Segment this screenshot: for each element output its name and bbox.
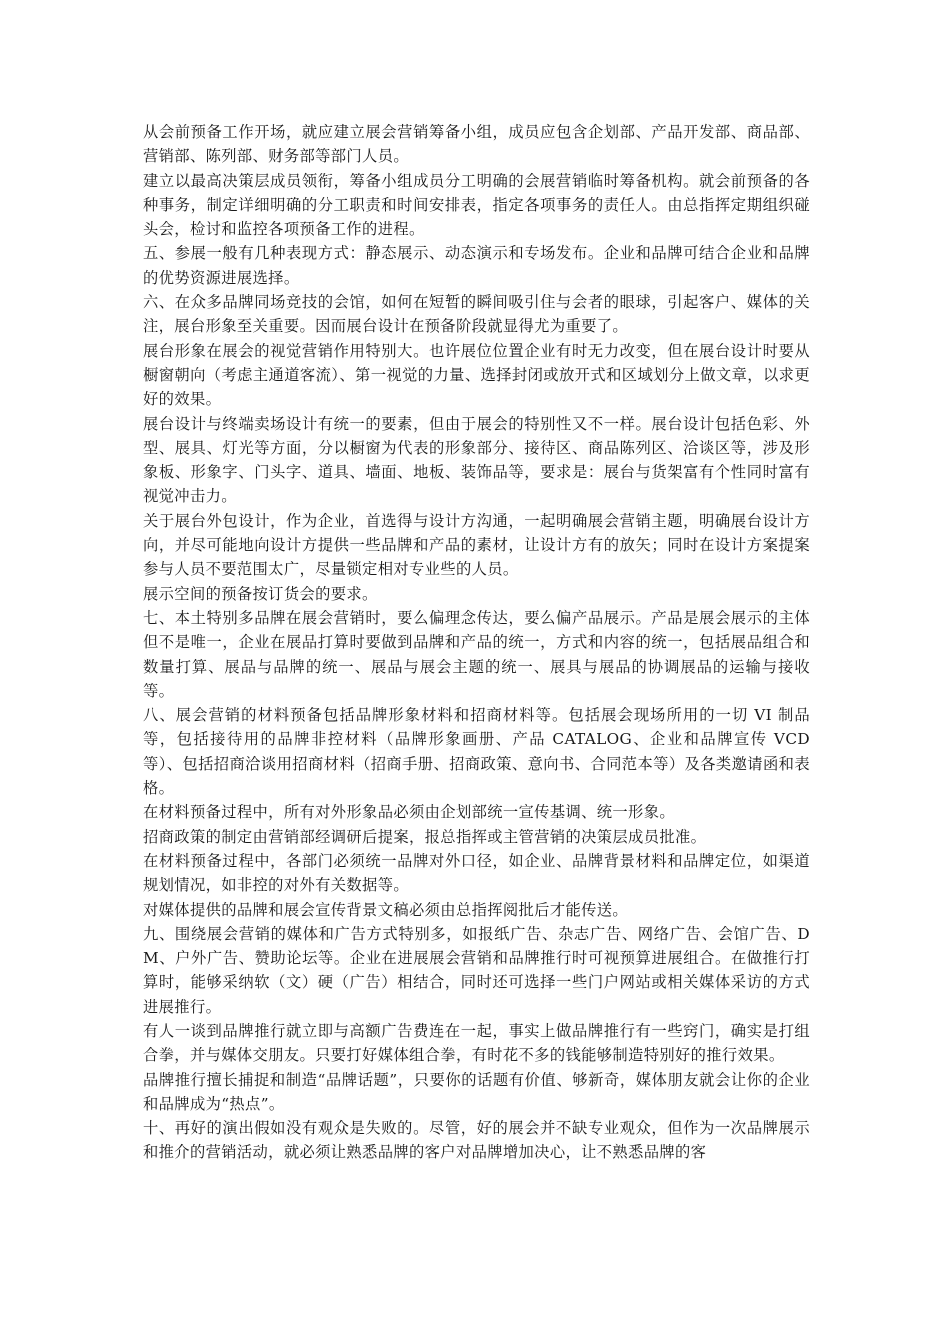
paragraph-booth-image: 展台形象在展会的视觉营销作用特别大。也许展位位置企业有时无力改变，但在展台设计时要从橱窗朝向（考虑主通道客流）、第一视觉的力量、选择封闭或放开式和区域划分上做文章，以求更好的效果。 [143,341,810,409]
paragraph-prep-team: 从会前预备工作开场，就应建立展会营销筹备小组，成员应包含企划部、产品开发部、商品部、营销部、陈列部、财务部等部门人员。 [143,123,810,166]
paragraph-brand-promotion: 有人一谈到品牌推行就立即与高额广告费连在一起，事实上做品牌推行有一些窍门，确实是打组合拳，并与媒体交朋友。只要打好媒体组合拳，有时花不多的钱能够制造特别好的推行效果。 [143,1021,810,1065]
paragraph-material-image: 在材料预备过程中，所有对外形象品必须由企划部统一宣传基调、统一形象。 [143,803,675,822]
paragraph-section-10: 十、再好的演出假如没有观众是失败的。尽管，好的展会并不缺专业观众，但作为一次品牌展示和推介的营销活动，就必须让熟悉品牌的客户对品牌增加决心，让不熟悉品牌的客 [143,1119,810,1162]
paragraph-section-7: 七、本土特别多品牌在展会营销时，要么偏理念传达，要么偏产品展示。产品是展会展示的主体但不是唯一，企业在展品打算时要做到品牌和产品的统一，方式和内容的统一，包括展品组合和数量打算、展品与品牌的统一、展品与展会主题的统一、展具与展品的协调展品的运输与接收等。 [143,608,810,700]
paragraph-section-9: 九、围绕展会营销的媒体和广告方式特别多，如报纸广告、杂志广告、网络广告、会馆广告、DM、户外广告、赞助论坛等。企业在进展展会营销和品牌推行时可视预算进展组合。在做推行打算时，能够采纳软（文）硬（广告）相结合，同时还可选择一些门户网站或相关媒体采访的方式进展推行。 [143,924,810,1016]
paragraph-display-space: 展示空间的预备按订货会的要求。 [143,584,378,603]
paragraph-outsourced-design: 关于展台外包设计，作为企业，首选得与设计方沟通，一起明确展会营销主题，明确展台设计方向，并尽可能地向设计方提供一些品牌和产品的素材，让设计方有的放矢；同时在设计方案提案参与人员不要范围太广，尽量锁定相对专业些的人员。 [143,511,810,579]
paragraph-section-6: 六、在众多品牌同场竞技的会馆，如何在短暂的瞬间吸引住与会者的眼球，引起客户、媒体的关注，展台形象至关重要。因而展台设计在预备阶段就显得尤为重要了。 [143,293,810,336]
paragraph-section-8: 八、展会营销的材料预备包括品牌形象材料和招商材料等。包括展会现场所用的一切 VI 制品等，包括接待用的品牌非控材料（品牌形象画册、产品 CATALOG、企业和品牌宣传 VCD 等）、包括招商洽谈用招商材料（招商手册、招商政策、意向书、合同范本等）及各类邀请函和表格。 [143,706,810,798]
paragraph-merchant-policy: 招商政策的制定由营销部经调研后提案，报总指挥或主管营销的决策层成员批准。 [143,827,707,846]
paragraph-unified-messaging: 在材料预备过程中，各部门必须统一品牌对外口径，如企业、品牌背景材料和品牌定位，如渠道规划情况，如非控的对外有关数据等。 [143,851,810,895]
paragraph-brand-topics: 品牌推行擅长捕捉和制造“品牌话题”，只要你的话题有价值、够新奇，媒体朋友就会让你的企业和品牌成为“热点”。 [143,1070,810,1113]
paragraph-section-5: 五、参展一般有几种表现方式：静态展示、动态演示和专场发布。企业和品牌可结合企业和品牌的优势资源进展选择。 [143,244,810,287]
paragraph-media-approval: 对媒体提供的品牌和展会宣传背景文稿必须由总指挥阅批后才能传送。 [143,900,629,919]
document-body [143,120,810,1165]
paragraph-booth-design: 展台设计与终端卖场设计有统一的要素，但由于展会的特别性又不一样。展台设计包括色彩、外型、展具、灯光等方面，分以橱窗为代表的形象部分、接待区、商品陈列区、洽谈区等，涉及形象板、形象字、门头字、道具、墙面、地板、装饰品等，要求是：展台与货架富有个性同时富有视觉冲击力。 [143,414,810,506]
paragraph-prep-organization: 建立以最高决策层成员领衔，筹备小组成员分工明确的会展营销临时筹备机构。就会前预备的各种事务，制定详细明确的分工职责和时间安排表，指定各项事务的责任人。由总指挥定期组织碰头会，检讨和监控各项预备工作的进程。 [143,171,810,239]
